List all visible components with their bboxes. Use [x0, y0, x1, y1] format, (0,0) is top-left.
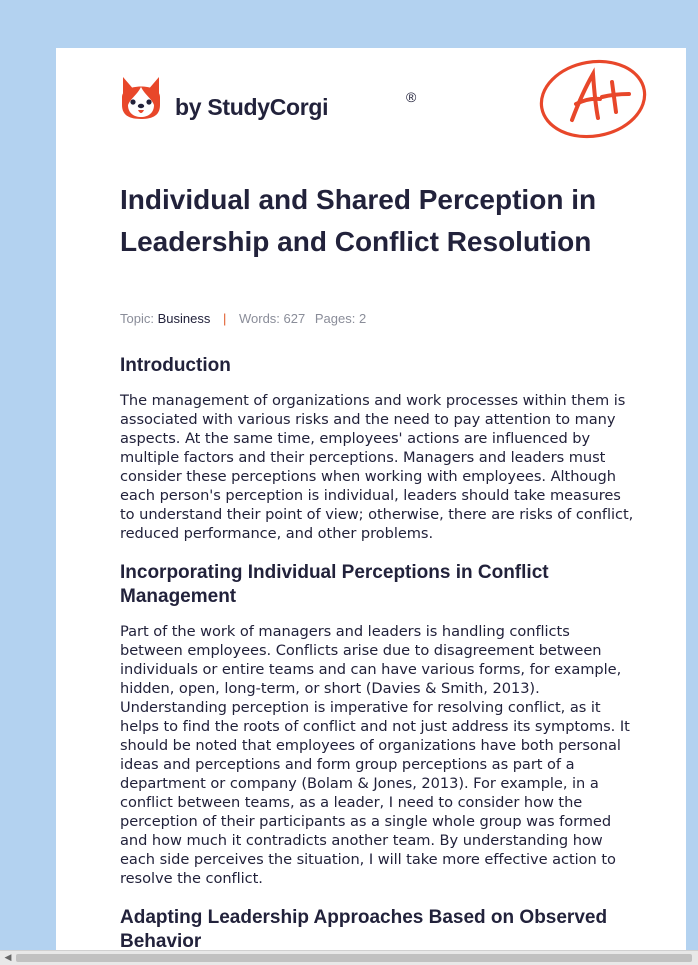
- pages-label: Pages:: [314, 311, 356, 326]
- page-title: Individual and Shared Perception in Leadership and Conflict Resolution: [120, 184, 597, 257]
- words-count: 627: [283, 311, 306, 326]
- corgi-icon: [120, 75, 162, 121]
- registered-mark: ®: [406, 89, 417, 105]
- horizontal-scrollbar[interactable]: [0, 950, 698, 965]
- topic-link[interactable]: Business: [157, 311, 211, 326]
- grade-badge-icon: [538, 58, 650, 140]
- topic-label: Topic:: [120, 311, 154, 326]
- section-paragraph-conflict-management: Part of the work of managers and leaders is handling conflicts between employees. Conflicts arise due to disagreement between individuals or entire teams and can have various forms, for example, hidden, open, long-term, or short (Davies & Smith, 2013). Understanding perception is imperative for resolving conflict, as it helps to find the roots of conflict and not just address its symptoms. It should be noted that employees of organizations have both personal ideas and perceptions and form group perceptions as part of a department or company (Bolam & Jones, 2013). For example, in a conflict between teams, as a leader, I need to consider how the perception of their participants as a single whole group was formed and how much it contradicts another team. By understanding how each side perceives the situation, I will take more effective action to resolve the conflict.: [120, 623, 630, 887]
- scroll-left-icon[interactable]: ◀: [4, 953, 12, 963]
- section-heading-introduction: Introduction: [120, 355, 231, 376]
- meta-separator: |: [222, 311, 227, 326]
- words-label: Words:: [238, 311, 280, 326]
- section-heading-conflict-management: Incorporating Individual Perceptions in Conflict Management: [120, 562, 549, 607]
- document-meta: [120, 311, 366, 326]
- brand-name: by StudyCorgi: [175, 94, 329, 120]
- document-page: [56, 48, 686, 950]
- pages-count: 2: [358, 311, 367, 326]
- section-paragraph-introduction: The management of organizations and work processes within them is associated with various risks and the need to pay attention to many aspects. At the same time, employees' actions are influenced by multiple factors and their perceptions. Managers and leaders must consider these perceptions when working with employees. Although each person's perception is individual, leaders should take measures to understand their point of view; otherwise, there are risks of conflict, reduced performance, and other problems.: [120, 392, 634, 542]
- section-heading-adapting-leadership: Adapting Leadership Approaches Based on Observed Behavior: [120, 907, 608, 950]
- scrollbar-thumb[interactable]: [16, 954, 692, 962]
